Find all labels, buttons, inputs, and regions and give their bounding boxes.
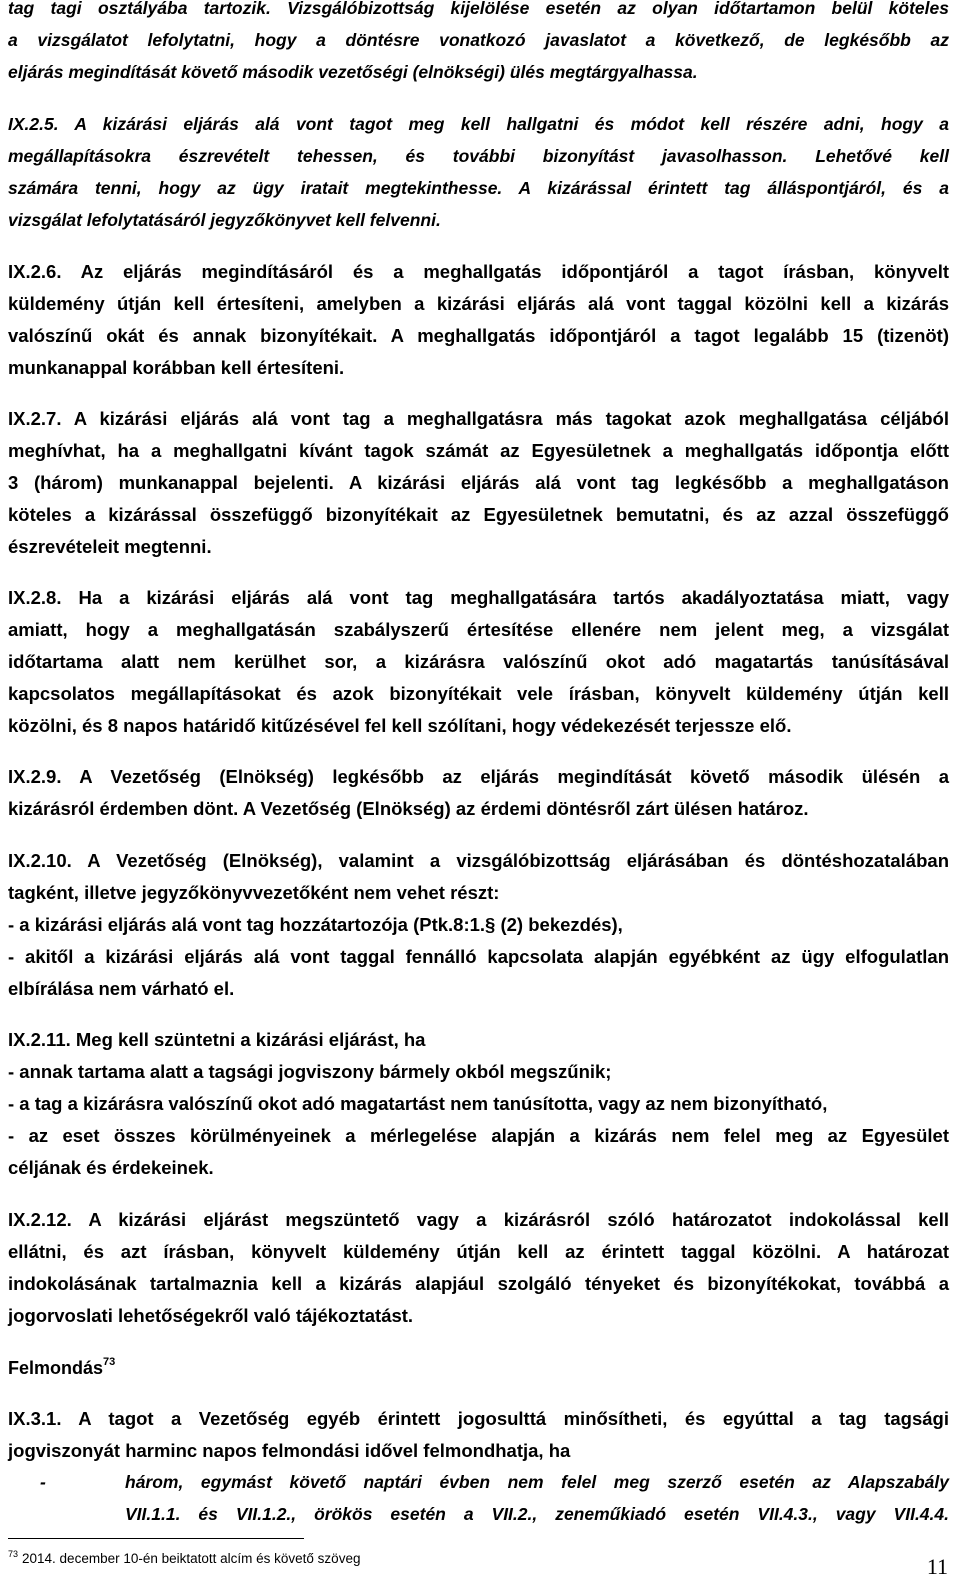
paragraph-line: ellátni, és azt írásban, könyvelt küldemény útján kell az érintett taggal közölni. A határozat (8, 1241, 949, 1262)
paragraph-line: küldemény útján kell értesíteni, amelyben a kizárási eljárás alá vont taggal közölni kell a kizárás (8, 293, 949, 314)
paragraph-line: elbírálása nem várható el. (8, 978, 235, 999)
paragraph-line: IX.3.1. A tagot a Vezetőség egyéb érintett jogosulttá minősítheti, és egyúttal a tag tagsági (8, 1408, 949, 1429)
paragraph-line: köteles a kizárással összefüggő bizonyítékait az Egyesületnek bemutatni, és az azzal összefüggő (8, 504, 949, 525)
footnote-marker: 73 (8, 1549, 19, 1559)
footnote-text: 2014. december 10-én beiktatott alcím és követő szöveg (22, 1551, 361, 1566)
paragraph-line: IX.2.9. A Vezetőség (Elnökség) legkésőbb az eljárás megindítását követő második ülésén a (8, 766, 949, 787)
list-item: - a tag a kizárásra valószínű okot adó magatartást nem tanúsította, vagy az nem bizonyítható, (8, 1093, 828, 1114)
list-item: - annak tartama alatt a tagsági jogviszony bármely okból megszűnik; (8, 1061, 612, 1082)
paragraph-line: vizsgálat lefolytatásáról jegyzőkönyvet kell felvenni. (8, 210, 441, 230)
paragraph-line: munkanappal korábban kell értesíteni. (8, 357, 345, 378)
list-item: - az eset összes körülményeinek a mérlegelése alapján a kizárás nem felel meg az Egyesület (8, 1125, 949, 1146)
paragraph-line: kizárásról érdemben dönt. A Vezetőség (Elnökség) az érdemi döntésről zárt ülésen határoz. (8, 798, 809, 819)
paragraph-line: IX.2.5. A kizárási eljárás alá vont tagot meg kell hallgatni és módot kell részére adni, hogy a (8, 114, 949, 134)
paragraph-line: valószínű okát és annak bizonyítékait. A meghallgatás időpontjáról a tagot legalább 15 (tizenöt) (8, 325, 949, 346)
paragraph-line: észrevételeit megtenni. (8, 536, 212, 557)
section-heading (8, 1356, 116, 1378)
page-number: 11 (926, 1554, 948, 1579)
paragraph-line: megállapításokra észrevételt tehessen, és további bizonyítást javasolhasson. Lehetővé kell (8, 146, 949, 166)
paragraph-line: IX.2.8. Ha a kizárási eljárás alá vont tag meghallgatására tartós akadályoztatása miatt, vagy (8, 587, 949, 608)
paragraph-line: a vizsgálatot lefolytatni, hogy a döntésre vonatkozó javaslatot a következő, de legkésőbb az (8, 30, 949, 50)
paragraph-line: meghívhat, ha a meghallgatni kívánt tagok számát az Egyesületnek a meghallgatás időpontja előtt (8, 440, 949, 461)
paragraph-line: IX.2.11. Meg kell szüntetni a kizárási eljárást, ha (8, 1029, 426, 1050)
paragraph-line: időtartama alatt nem kerülhet sor, a kizárásra valószínű okot adó magatartás tanúsításával (8, 651, 949, 672)
paragraph-line: jogorvoslati lehetőségekről való tájékoztatást. (8, 1305, 414, 1326)
paragraph-line: céljának és érdekeinek. (8, 1157, 214, 1178)
paragraph-line: számára tenni, hogy az ügy iratait megtekinthesse. A kizárással érintett tag álláspontjáról, és a (8, 178, 949, 198)
paragraph-line: tagként, illetve jegyzőkönyvvezetőként nem vehet részt: (8, 882, 500, 903)
paragraph-line: IX.2.10. A Vezetőség (Elnökség), valamint a vizsgálóbizottság eljárásában és döntéshozatalában (8, 850, 949, 871)
list-item: - akitől a kizárási eljárás alá vont taggal fennálló kapcsolata alapján egyébként az ügy elfogulatlan (8, 946, 949, 967)
paragraph-line: amiatt, hogy a meghallgatásán szabályszerű értesítése ellenére nem jelent meg, a vizsgálat (8, 619, 949, 640)
paragraph-line: 3 (három) munkanappal bejelenti. A kizárási eljárás alá vont tag legkésőbb a meghallgatáson (8, 472, 949, 493)
paragraph-line: kapcsolatos megállapításokat és azok bizonyítékait vele írásban, könyvelt küldemény útján kell (8, 683, 949, 704)
list-item: VII.1.1. és VII.1.2., örökös esetén a VII.2., zeneműkiadó esetén VII.4.3., vagy VII.4.4. (125, 1504, 949, 1524)
paragraph-line: IX.2.12. A kizárási eljárást megszüntető vagy a kizárásról szóló határozatot indokolással kell (8, 1209, 949, 1230)
list-dash: - (40, 1472, 46, 1492)
paragraph-line: tag tagi osztályába tartozik. Vizsgálóbizottság kijelölése esetén az olyan időtartamon belül köteles (8, 0, 949, 18)
paragraph-line: jogviszonyát harminc napos felmondási idővel felmondhatja, ha (8, 1440, 571, 1461)
paragraph-line: indokolásának tartalmaznia kell a kizárás alapjául szolgáló tényeket és bizonyítékokat, továbbá a (8, 1273, 949, 1294)
paragraph-line: eljárás megindítását követő második vezetőségi (elnökségi) ülés megtárgyalhassa. (8, 62, 698, 82)
footnote-separator (8, 1538, 304, 1539)
paragraph-line: IX.2.6. Az eljárás megindításáról és a meghallgatás időpontjáról a tagot írásban, könyvelt (8, 261, 949, 282)
paragraph-line: közölni, és 8 napos határidő kitűzésével fel kell szólítani, hogy védekezését terjessze elő. (8, 715, 792, 736)
list-item: három, egymást követő naptári évben nem felel meg szerző esetén az Alapszabály (125, 1472, 949, 1492)
footnote (8, 1549, 361, 1566)
footnote-reference: 73 (103, 1356, 116, 1368)
paragraph-line: IX.2.7. A kizárási eljárás alá vont tag a meghallgatásra más tagokat azok meghallgatása céljából (8, 408, 949, 429)
section-heading-text: Felmondás (8, 1358, 104, 1378)
list-item: - a kizárási eljárás alá vont tag hozzátartozója (Ptk.8:1.§ (2) bekezdés), (8, 914, 623, 935)
